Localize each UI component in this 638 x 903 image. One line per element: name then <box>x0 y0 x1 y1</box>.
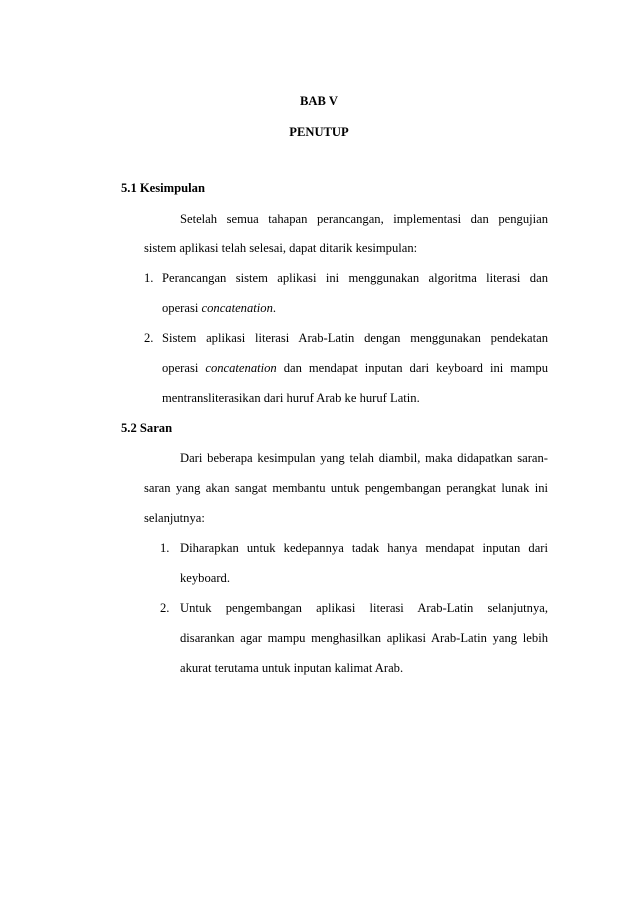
saran-item-1-line-2: keyboard. <box>180 571 231 585</box>
kesimpulan-item-2-number: 2. <box>144 331 154 345</box>
section-heading-kesimpulan: 5.1 Kesimpulan <box>121 181 205 195</box>
kesimpulan-intro-line-1: Setelah semua tahapan perancangan, implementasi dan pengujian <box>180 212 548 226</box>
kesimpulan-intro-line-2: sistem aplikasi telah selesai, dapat ditarik kesimpulan: <box>144 241 418 255</box>
saran-item-2-line-3: akurat terutama untuk inputan kalimat Arab. <box>180 661 404 675</box>
saran-item-2-line-1: Untuk pengembangan aplikasi literasi Arab-Latin selanjutnya, <box>180 601 548 615</box>
chapter-title: PENUTUP <box>289 125 349 139</box>
section-heading-saran: 5.2 Saran <box>121 421 173 435</box>
saran-intro-line-2: saran yang akan sangat membantu untuk pengembangan perangkat lunak ini <box>144 481 548 495</box>
saran-item-2-line-2: disarankan agar mampu menghasilkan aplikasi Arab-Latin yang lebih <box>180 631 548 645</box>
kesimpulan-item-1-line-2: operasi concatenation. <box>162 301 277 315</box>
kesimpulan-item-2-line-1: Sistem aplikasi literasi Arab-Latin dengan menggunakan pendekatan <box>162 331 548 345</box>
kesimpulan-item-1-line-1: Perancangan sistem aplikasi ini menggunakan algoritma literasi dan <box>162 271 548 285</box>
chapter-number: BAB V <box>300 94 338 108</box>
kesimpulan-item-1-number: 1. <box>144 271 154 285</box>
kesimpulan-item-2-line-3: mentransliterasikan dari huruf Arab ke huruf Latin. <box>162 391 420 405</box>
saran-item-2-number: 2. <box>160 601 170 615</box>
saran-intro-line-1: Dari beberapa kesimpulan yang telah diambil, maka didapatkan saran- <box>180 451 548 465</box>
kesimpulan-item-2-line-2: operasi concatenation dan mendapat inputan dari keyboard ini mampu <box>162 361 549 375</box>
saran-item-1-line-1: Diharapkan untuk kedepannya tadak hanya mendapat inputan dari <box>180 541 548 555</box>
saran-intro-line-3: selanjutnya: <box>144 511 205 525</box>
saran-item-1-number: 1. <box>160 541 170 555</box>
